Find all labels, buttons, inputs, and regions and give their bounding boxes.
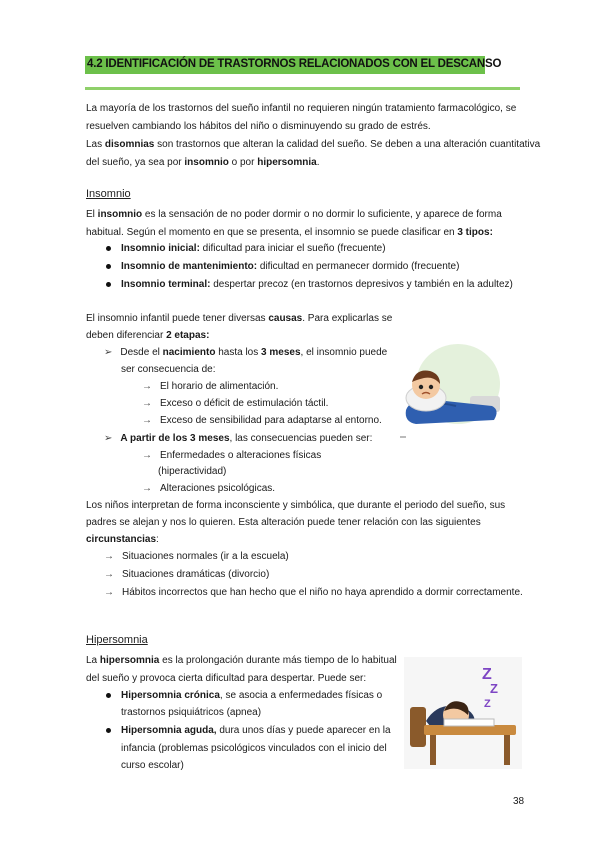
- sleeping-student-illustration: [404, 657, 522, 769]
- stage-1-item: → Exceso o déficit de estimulación táctil.: [142, 398, 329, 409]
- insomnio-heading: Insomnio: [86, 188, 131, 200]
- title-underline: [85, 87, 520, 90]
- insomnio-def-1: El insomnio es la sensación de no poder dormir o no dormir lo suficiente, y aparece de forma: [86, 209, 502, 220]
- svg-text:Z: Z: [484, 698, 491, 710]
- stage-2: ➢ A partir de los 3 meses, las consecuencias pueden ser:: [104, 433, 373, 444]
- stage-2-item-cont: (hiperactividad): [158, 466, 227, 477]
- circ-item: → Hábitos incorrectos que han hecho que el niño no haya aprendido a dormir correctamente.: [104, 587, 523, 598]
- type-item: Insomnio de mantenimiento: dificultad en permanecer dormido (frecuente): [106, 258, 459, 276]
- stage-1-item: → Exceso de sensibilidad para adaptarse al entorno.: [142, 415, 382, 426]
- hiper-def-2: del sueño y provoca cierta dificultad para despertar. Puede ser:: [86, 673, 367, 684]
- hiper-item-cont: curso escolar): [121, 760, 184, 771]
- svg-text:Z: Z: [490, 681, 498, 696]
- circ-item: → Situaciones normales (ir a la escuela): [104, 551, 289, 562]
- causas-line-2: deben diferenciar 2 etapas:: [86, 330, 210, 341]
- intro-line-3: Las disomnias son trastornos que alteran la calidad del sueño. Se deben a una alteración cuantitativa: [86, 139, 541, 150]
- causas-line-1: El insomnio infantil puede tener diversas causas. Para explicarlas se: [86, 313, 393, 324]
- hipersomnia-heading: Hipersomnia: [86, 634, 148, 646]
- type-item: Insomnio inicial: dificultad para iniciar el sueño (frecuente): [106, 240, 386, 258]
- hiper-item-cont: infancia (problemas psicológicos vinculados con el inicio del: [121, 743, 387, 754]
- stage-2-item: → Enfermedades o alteraciones físicas: [142, 450, 322, 461]
- hiper-def-1: La hipersomnia es la prolongación durante más tiempo de lo habitual: [86, 655, 397, 666]
- intro-line-4: del sueño, ya sea por insomnio o por hipersomnia.: [86, 157, 320, 168]
- hiper-item: Hipersomnia crónica, se asocia a enfermedades físicas o: [106, 687, 382, 705]
- svg-text:Z: Z: [482, 666, 492, 683]
- ninos-line-2: padres se alejan y nos lo quieren. Esta alteración puede tener relación con las siguientes: [86, 517, 481, 528]
- sleepless-child-illustration: [396, 340, 508, 442]
- stage-2-item: → Alteraciones psicológicas.: [142, 483, 276, 494]
- circ-item: → Situaciones dramáticas (divorcio): [104, 569, 270, 580]
- ninos-line-1: Los niños interpretan de forma inconsciente y simbólica, que durante el periodo del sueño, sus: [86, 500, 506, 511]
- intro-line-1: La mayoría de los trastornos del sueño infantil no requieren ningún tratamiento farmacológico, se: [86, 103, 517, 114]
- section-title: 4.2 IDENTIFICACIÓN DE TRASTORNOS RELACIONADOS CON EL DESCANSO: [87, 58, 502, 70]
- page-number: 38: [513, 796, 525, 807]
- type-item: Insomnio terminal: despertar precoz (en trastornos depresivos y también en la adultez): [106, 276, 513, 294]
- stage-1: ➢ Desde el nacimiento hasta los 3 meses, el insomnio puede: [104, 347, 388, 358]
- intro-line-2: resuelven cambiando los hábitos del niño o disminuyendo su grado de estrés.: [86, 121, 431, 132]
- ninos-line-3: circunstancias:: [86, 534, 159, 545]
- hiper-item-cont: trastornos psiquiátricos (apnea): [121, 707, 262, 718]
- insomnio-def-2: habitual. Según el momento en que se presenta, el insomnio se puede clasificar en 3 tipos:: [86, 227, 493, 238]
- hiper-item: Hipersomnia aguda, dura unos días y puede aparecer en la: [106, 722, 391, 740]
- stage-1-cont: ser consecuencia de:: [121, 364, 216, 375]
- stage-1-item: → El horario de alimentación.: [142, 381, 279, 392]
